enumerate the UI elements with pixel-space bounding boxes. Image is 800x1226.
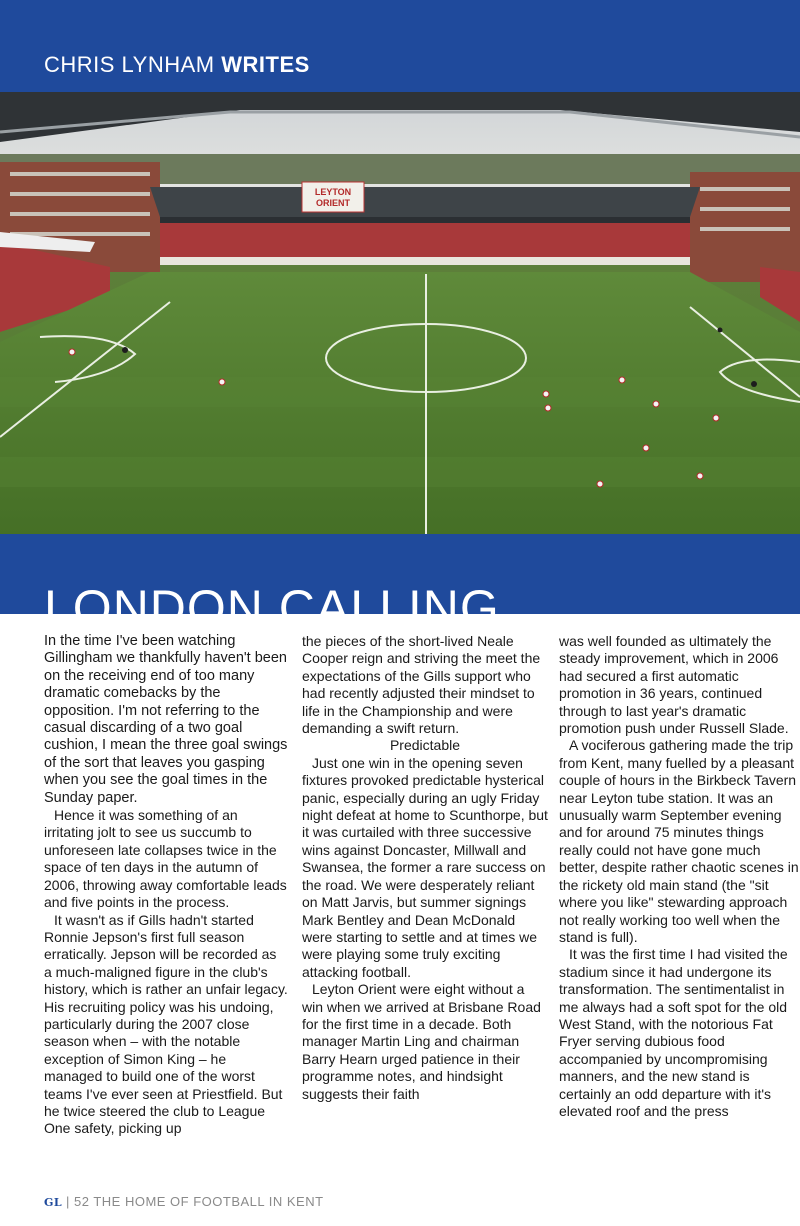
paragraph: the pieces of the short-lived Neale Cooper reign and striving the meet the expectations of the Gills support who had recently adjusted their mindset to life in the Championship and were demanding a swift return. — [302, 633, 541, 737]
column-3 — [559, 633, 800, 1120]
page-footer — [44, 1194, 324, 1209]
paragraph: A vociferous gathering made the trip from Kent, many fuelled by a pleasant couple of hours in the Birkbeck Tavern near Leyton tube station. It was an unusually warm September evening and for around 75 minutes things really could not have gone much better, despite rather chaotic scenes in the rickety old main stand (the "sit where you like" stewarding approach not really working too well when the stand is full). — [559, 737, 799, 945]
magazine-logo-icon: GL — [44, 1195, 63, 1209]
svg-text:LEYTON: LEYTON — [314, 187, 352, 197]
section-kicker — [44, 52, 310, 78]
paragraph: Just one win in the opening seven fixtures provoked predictable hysterical panic, especially during an ugly Friday night defeat at home to Scunthorpe, but it was curtailed with three successive wins against Doncaster, Millwall and Swansea, the former a rare success on the road. We were desperately reliant on Matt Jarvis, but summer signings Mark Bentley and Dean McDonald were starting to settle and at times we were playing some truly exciting attacking football. — [302, 754, 548, 980]
paragraph: was well founded as ultimately the steady improvement, which in 2006 had secured a first automatic promotion in 36 years, continued through to last year's dramatic promotion push under Russell Slade. — [559, 633, 789, 737]
paragraph: It wasn't as if Gills hadn't started Ronnie Jepson's first full season erratically. Jepson will be recorded as a much-maligned figure in the club's history, which is rather an unfair legacy. His recruiting policy was his undoing, particularly during the 2007 close season when – with the notable exception of Simon King – he managed to build one of the worst teams I've ever seen at Priestfield. But he twice steered the club to League One safety, picking up — [44, 911, 288, 1137]
column-2 — [302, 633, 548, 1103]
kicker-verb: WRITES — [221, 52, 310, 77]
footer-text: | 52 THE HOME OF FOOTBALL IN KENT — [66, 1194, 324, 1209]
stadium-illustration — [0, 92, 800, 534]
subheading: Predictable — [389, 737, 461, 754]
kicker-author: CHRIS LYNHAM — [44, 52, 215, 77]
paragraph: In the time I've been watching Gillingham we thankfully haven't been on the receiving end of too many dramatic comebacks by the opposition. I'm not referring to the casual discarding of a two goal cushion, I mean the three goal swings of the sort that leaves you gasping when you see the goal times in the Sunday paper. — [44, 633, 288, 806]
article-headline: LONDON CALLING — [44, 579, 500, 636]
svg-text:ORIENT: ORIENT — [315, 198, 351, 208]
column-1 — [44, 633, 288, 1138]
paragraph: It was the first time I had visited the stadium since it had undergone its transformation. The sentimentalist in me always had a soft spot for the old West Stand, with the notorious Fat Fryer serving dubious food accompanied by uncompromising manners, and the new stand is certainly an odd departure with it's elevated roof and the press — [559, 946, 788, 1119]
stadium-photo — [0, 92, 800, 534]
paragraph: Hence it was something of an irritating jolt to see us succumb to unforeseen late collapses twice in the space of ten days in the autumn of 2006, throwing away comfortable leads and five points in the process. — [44, 807, 287, 911]
header-band — [0, 0, 800, 92]
paragraph: Leyton Orient were eight without a win when we arrived at Brisbane Road for the first time in a decade. Both manager Martin Ling and chairman Barry Hearn urged patience in their programme notes, and hindsight suggests their faith — [302, 981, 541, 1102]
